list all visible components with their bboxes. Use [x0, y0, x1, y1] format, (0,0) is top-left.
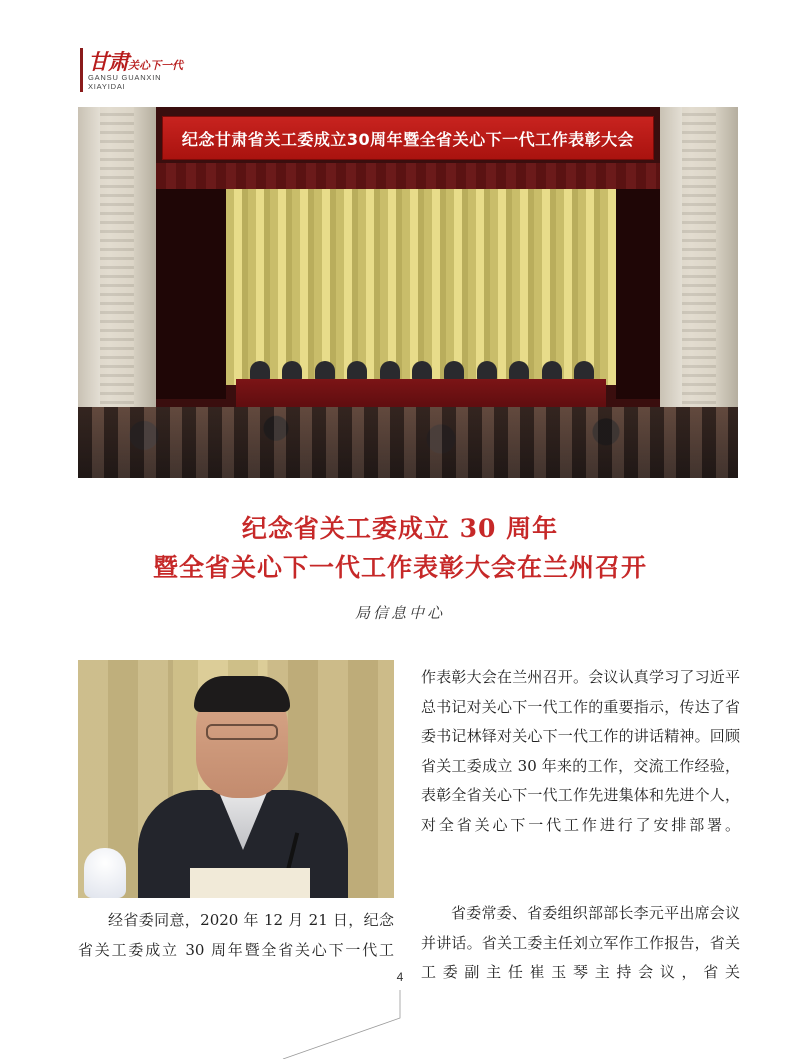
logo-cn-sub: 关心下一代	[128, 59, 183, 72]
stage-curtain	[226, 189, 616, 385]
logo-en-line1: GANSU GUANXIN	[88, 73, 162, 82]
article-paragraph-right-2: 省委常委、省委组织部部长李元平出席会议并讲话。省关工委主任刘立军作工作报告，省关工委副主任崔玉琴主持会议，省关	[421, 904, 740, 981]
masthead-logo	[88, 46, 183, 76]
rostrum-officials	[250, 361, 594, 381]
tea-cup-icon	[84, 848, 126, 898]
logo-en-line2: XIAYIDAI	[88, 82, 126, 91]
article-paragraph-left: 经省委同意，2020 年 12 月 21 日，纪念省关工委成立 30 周年暨全省关心下一代工	[78, 911, 394, 959]
hall-audience	[78, 407, 738, 478]
hall-pillar-left	[78, 107, 156, 407]
logo-cn-main: 甘肃	[88, 49, 128, 74]
portrait-glasses	[206, 724, 278, 740]
stage-banner-text: 纪念甘肃省关工委成立30周年暨全省关心下一代工作表彰大会	[181, 129, 635, 149]
speaker-portrait-photo	[78, 660, 394, 898]
magazine-masthead	[80, 46, 210, 96]
article-paragraph-right-1: 作表彰大会在兰州召开。会议认真学习了习近平总书记对关心下一代工作的重要指示，传达了省委书记林铎对关心下一代工作的讲话精神。回顾省关工委成立 30 年来的工作，交流工作经验，表彰全省关心下一代工作先进集体和先进个人，对全省关心下一代工作进行了安排部署。	[421, 668, 740, 834]
hall-pillar-right	[660, 107, 738, 407]
page-number: 4	[396, 970, 404, 984]
stage-banner	[162, 116, 654, 160]
article-title-line2: 暨全省关心下一代工作表彰大会在兰州召开	[152, 553, 647, 582]
portrait-nameplate	[190, 868, 310, 898]
conference-hall-photo	[78, 107, 738, 478]
article-byline: 局信息中心	[354, 604, 445, 622]
portrait-hair	[194, 676, 290, 712]
stage-drape-left	[156, 189, 226, 399]
article-title-line1: 纪念省关工委成立 30 周年	[241, 514, 559, 543]
masthead-bar	[80, 48, 83, 92]
stage-drape-right	[616, 189, 660, 399]
